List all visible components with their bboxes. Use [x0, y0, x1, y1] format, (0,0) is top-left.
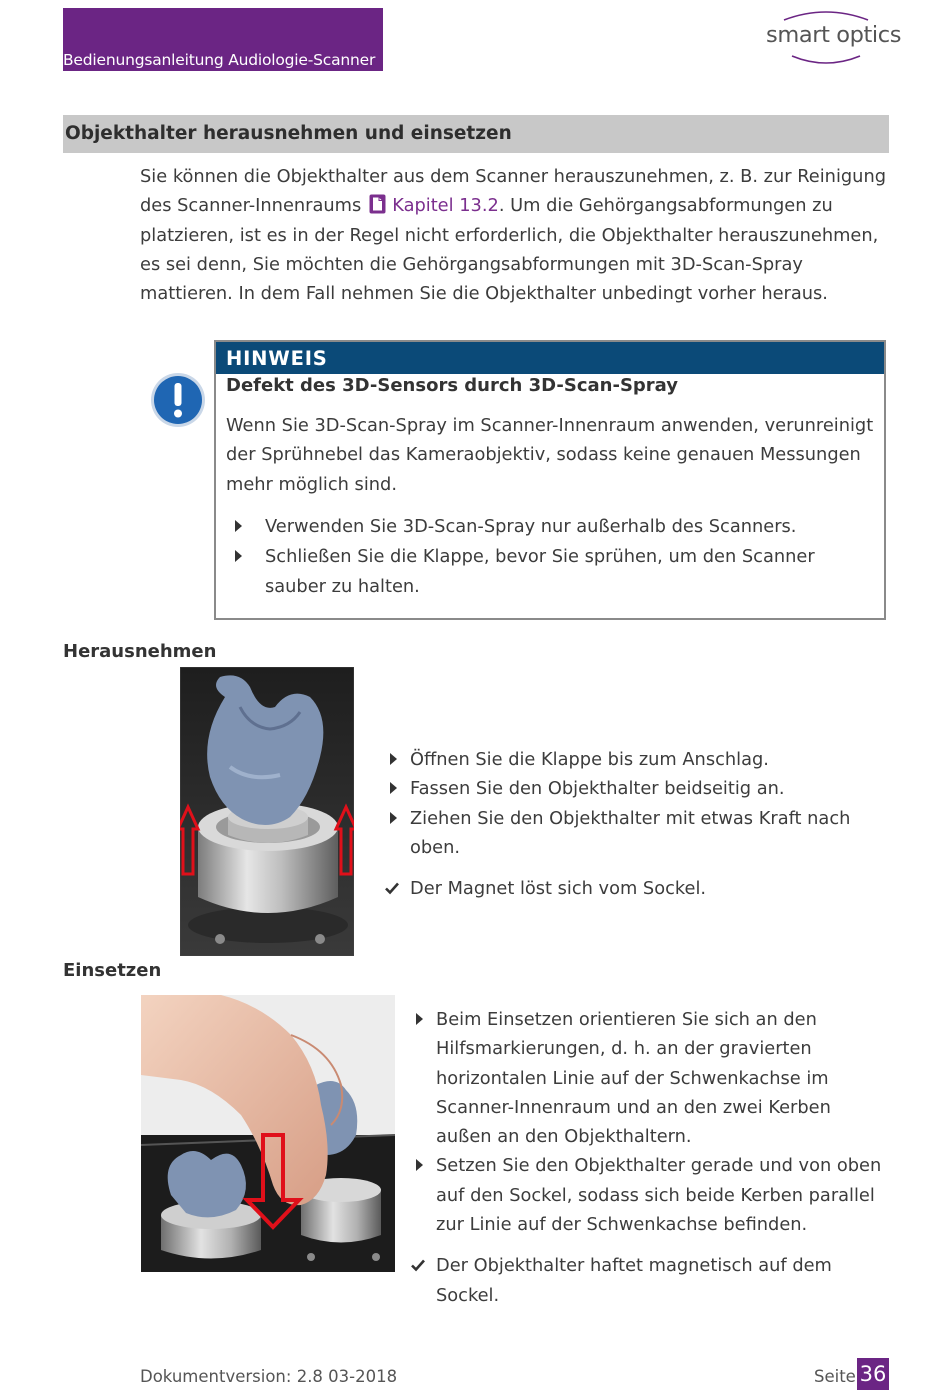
document-icon [369, 194, 386, 214]
page-number: 36 [857, 1358, 889, 1390]
list-item [407, 1005, 892, 1151]
list-item [381, 804, 901, 863]
notice-item-text: Verwenden Sie 3D-Scan-Spray nur außerhalb des Scanners. [265, 516, 797, 537]
chapter-link[interactable]: Kapitel 13.2 [392, 195, 499, 217]
remove-step-text: Ziehen Sie den Objekthalter mit etwas Kraft nach oben. [410, 807, 851, 858]
triangle-right-icon [235, 550, 242, 562]
notice-body: Wenn Sie 3D-Scan-Spray im Scanner-Innenraum anwenden, verunreinigt der Sprühnebel das Kameraobjektiv, sodass keine genauen Messungen mehr möglich sind. [226, 415, 874, 495]
list-item [226, 542, 881, 601]
intro-paragraph [140, 162, 892, 308]
list-item [381, 745, 901, 774]
remove-step-text: Öffnen Sie die Klappe bis zum Anschlag. [410, 749, 769, 770]
insert-step-text: Beim Einsetzen orientieren Sie sich an den Hilfsmarkierungen, d. h. an der gravierten horizontalen Linie auf der Schwenkachse im Scanner-Innenraum und an den zwei Kerben außen an den Objekthaltern. [436, 1009, 831, 1148]
intro-text-2: . Um die Gehörgangsabformungen zu platzieren, ist es in der Regel nicht erforderlich, die Objekthalter herauszunehmen, es sei denn, Sie möchten die Gehörgangsabformungen mit 3D-Scan-Spray mattieren. In dem Fall nehmen Sie die Objekthalter unbedingt vorher heraus. [140, 195, 879, 305]
checkmark-icon [410, 1257, 426, 1273]
notice-title: Defekt des 3D-Sensors durch 3D-Scan-Spray [226, 375, 679, 396]
triangle-right-icon [235, 520, 242, 532]
result-item [407, 1251, 892, 1310]
document-version: Dokumentversion: 2.8 03-2018 [140, 1367, 398, 1386]
insert-step-text: Setzen Sie den Objekthalter gerade und von oben auf den Sockel, sodass sich beide Kerben parallel zur Linie auf der Schwenkachse befinden. [436, 1155, 882, 1236]
header-band [63, 8, 383, 71]
triangle-right-icon [390, 753, 397, 765]
notice-item-text: Schließen Sie die Klappe, bevor Sie sprühen, um den Scanner sauber zu halten. [265, 546, 815, 597]
smart-optics-logo [762, 8, 902, 70]
remove-step-text: Fassen Sie den Objekthalter beidseitig an. [410, 778, 785, 800]
section-title: Objekthalter herausnehmen und einsetzen [65, 123, 512, 144]
insert-result-text: Der Objekthalter haftet magnetisch auf dem Sockel. [436, 1255, 832, 1306]
triangle-right-icon [416, 1159, 423, 1171]
intro-text-1: Sie können die Objekthalter aus dem Scanner herauszunehmen, z. B. zur Reinigung des Scanner-Innenraums [140, 166, 887, 217]
result-item [381, 874, 901, 903]
insert-heading: Einsetzen [63, 960, 162, 981]
remove-holder-photo [180, 667, 354, 956]
triangle-right-icon [390, 812, 397, 824]
notice-list [226, 512, 881, 602]
checkmark-icon [384, 880, 400, 896]
header-title: Bedienungsanleitung Audiologie-Scanner [63, 51, 376, 69]
page-label: Seite [814, 1367, 856, 1386]
exclamation-circle-icon [150, 372, 206, 428]
list-item [381, 774, 901, 803]
section-header [63, 115, 889, 153]
triangle-right-icon [416, 1013, 423, 1025]
triangle-right-icon [390, 782, 397, 794]
remove-heading: Herausnehmen [63, 641, 217, 662]
notice-label: HINWEIS [226, 347, 328, 370]
list-item [407, 1151, 892, 1239]
logo-text: smart optics [766, 22, 902, 48]
list-item [226, 512, 881, 541]
remove-steps [381, 745, 901, 903]
insert-steps [407, 1005, 892, 1310]
notice-box [214, 340, 886, 620]
insert-holder-photo [141, 995, 395, 1272]
notice-header [216, 342, 884, 374]
remove-result-text: Der Magnet löst sich vom Sockel. [410, 878, 707, 900]
